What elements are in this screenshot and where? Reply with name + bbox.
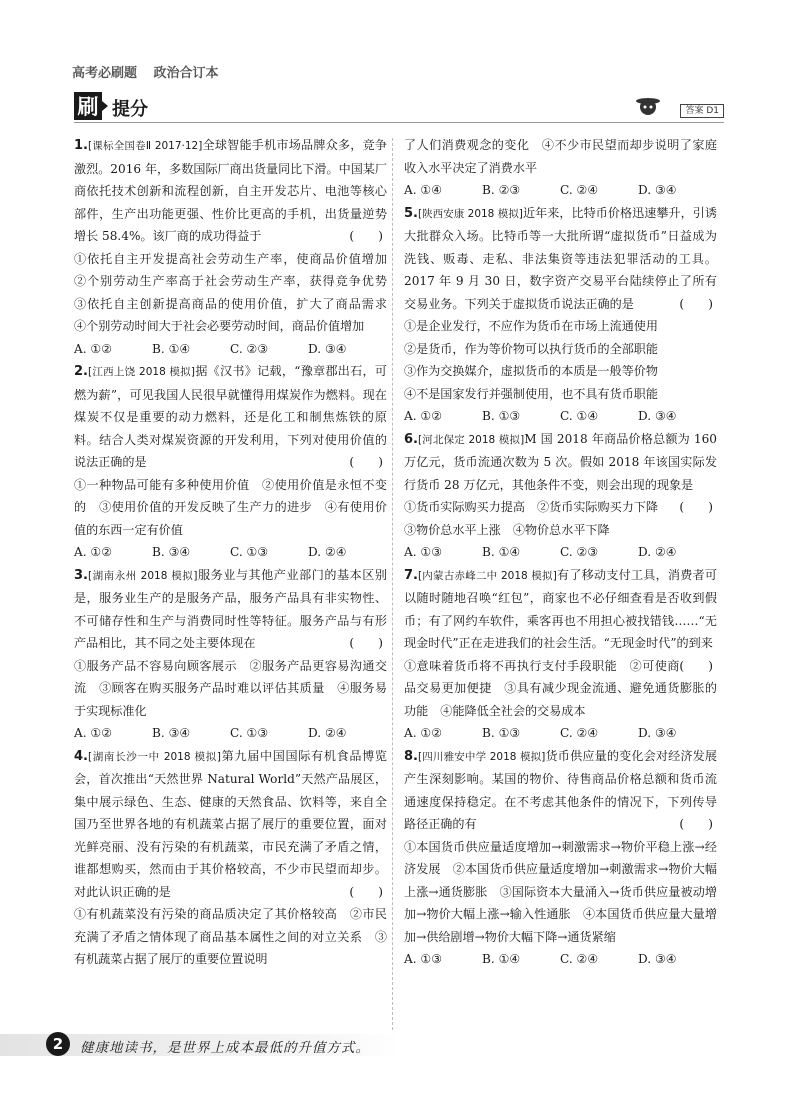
question-source: [湖南长沙一中 2018 模拟] [87,750,221,763]
answer-paren: ( ) [679,500,713,514]
choice-d: D. ③④ [638,409,677,423]
question-number: 1. [74,138,88,153]
choice-a: A. ①② [74,726,113,740]
footer-slogan: 健康地读书，是世界上成本最低的升值方式。 [80,1040,370,1056]
choice-b: B. ①③ [482,409,521,423]
question-7 [404,564,717,745]
running-header [72,62,219,81]
choice-d: D. ③④ [638,726,677,740]
answer-paren: ( ) [349,229,383,243]
answer-choices [404,179,717,202]
answer-paren: ( ) [349,455,383,469]
right-column [404,134,717,971]
question-stem: M 国 2018 年商品价格总额为 160 万亿元，货币流通次数为 5 次。假如 2018 年该国实际发行货币 28 万亿元，其他条件不变，则会出现的现象是 [404,431,718,492]
choice-d: D. ③④ [638,183,677,197]
question-number: 2. [74,364,88,379]
question-stem: 第九届中国国际有机食品博览会，首次推出“天然世界 Natural World”天然产品展区，集中展示绿色、生态、健康的天然食品、饮料等，来自全国乃至世界各地的有机蔬菜占据了展厅的重要位置，面对光鲜亮丽、没有污染的有机蔬菜，市民充满了矛盾之情，谁都想购买，然而由于其价格较高，不少市民望而却步。对此认识正确的是 [74,748,387,899]
mascot-icon [634,94,662,120]
choice-d: D. ②④ [308,545,347,559]
question-source: [四川雅安中学 2018 模拟] [417,750,546,763]
statement-2: ②是货币，作为等价物可以执行货币的全部职能 [404,341,658,356]
statement-4: ④不是国家发行并强制使用，也不具有货币职能 [404,386,658,401]
question-stem: 全球智能手机市场品牌众多，竞争激烈。2016 年，多数国际厂商出货量同比下滑。中国某厂商依托技术创新和流程创新，自主开发芯片、电池等核心部件，生产出功能更强、性价比更高的手机，出货量逆势增长 58.4%。该厂商的成功得益于 [74,138,387,243]
question-stem: 近年来，比特币价格迅速攀升，引诱大批群众入场。比特币等一大批所谓“虚拟货币”日益成为洗钱、贩毒、走私、非法集资等违法犯罪活动的工具。2017 年 9 月 30 日，数字资产交易平台陆续停止了所有交易业务。下列关于虚拟货币说法正确的是 [404,205,717,311]
choice-d: D. ③④ [308,341,347,356]
question-statements: ①依托自主开发提高社会劳动生产率，使商品价值增加 ②个别劳动生产率高于社会劳动生产率，获得竞争优势 ③依托自主创新提高商品的使用价值，扩大了商品需求 ④个别劳动时间大于社会必要劳动时间，商品价值增加 [74,251,400,333]
statement-3: ③作为交换媒介，虚拟货币的本质是一般等价物 [404,364,658,378]
choice-a: A. ①④ [404,183,443,197]
question-source: [陕西安康 2018 模拟] [417,207,523,220]
choice-b: B. ①④ [482,952,521,966]
choice-a: A. ①③ [404,952,443,966]
question-stem: 服务业与其他产业部门的基本区别是，服务业生产的是服务产品，服务产品具有非实物性、不可储存性和生产与消费同时性等特征。服务产品与有形产品相比，其不同之处主要体现在 [74,567,387,650]
question-source: [课标全国卷Ⅱ 2017·12] [87,140,203,152]
choice-c: C. ②④ [560,183,599,197]
choice-b: B. ①③ [482,726,521,740]
question-statements: ①服务产品不容易向顾客展示 ②服务产品更容易沟通交流 ③顾客在购买服务产品时难以评估其质量 ④服务易于实现标准化 [74,658,387,718]
answer-paren: ( ) [349,636,383,650]
question-source: [河北保定 2018 模拟] [417,433,525,446]
question-source: [江西上饶 2018 模拟] [87,366,196,378]
banner-rule [74,122,724,123]
statement-1: ①是企业发行，不应作为货币在市场上流通使用 [404,319,658,333]
answer-paren: ( ) [679,296,713,311]
choice-c: C. ②③ [560,545,599,559]
choice-c: C. ①④ [560,409,599,423]
question-source: [湖南永州 2018 模拟] [87,569,198,582]
question-statements: ①意味着货币将不再执行支付手段职能 ②可使商品交易更加便捷 ③具有减少现金流通、避免通货膨胀的功能 ④能降低全社会的交易成本 [404,658,717,718]
choice-c: C. ②④ [560,726,599,740]
question-number: 5. [404,205,418,221]
answer-reference: 答案 D1 [680,104,724,118]
question-statements: ①本国货币供应量适度增加→刺激需求→物价平稳上涨→经济发展 ②本国货币供应量适度增加→刺激需求→物价大幅上涨→通货膨胀 ③国际资本大量涌入→货币供应量被动增加→物价大幅上涨→输入性通胀 ④本国货币供应量大量增加→供给剧增→物价大幅下降→通货紧缩 [404,839,717,944]
answer-choices [404,722,717,745]
choice-c: C. ①③ [230,545,269,559]
page-number: 2 [46,1032,70,1056]
answer-choices [74,722,387,745]
choice-a: A. ①③ [404,545,443,559]
book-subject: 政治合订本 [153,66,219,81]
answer-choices [74,338,387,361]
choice-a: A. ①② [74,545,113,559]
question-number: 4. [74,748,88,764]
question-source: [内蒙古赤峰二中 2018 模拟] [417,569,557,582]
answer-paren: ( ) [349,884,383,899]
section-banner [74,92,724,122]
question-number: 8. [404,748,418,764]
question-8 [404,745,717,971]
question-6 [404,428,717,564]
answer-choices [404,948,717,971]
answer-choices [74,541,387,564]
question-number: 7. [404,567,418,583]
book-title: 高考必刷题 [72,66,138,81]
choice-b: B. ②③ [482,183,521,197]
statement-3-4: ③物价总水平上涨 ④物价总水平下降 [404,522,610,537]
choice-a: A. ①② [404,409,443,423]
question-number: 3. [74,567,88,583]
question-number: 6. [404,431,418,447]
answer-choices [404,405,717,428]
section-badge: 刷 [74,92,102,120]
choice-c: C. ①③ [230,726,269,740]
answer-paren: ( ) [679,658,713,673]
question-statements: ①一种物品可能有多种使用价值 ②使用价值是永恒不变的 ③使用价值的开发反映了生产力的进步 ④有使用价值的东西一定有价值 [74,477,387,537]
badge-arrow-icon [102,101,108,111]
question-2 [74,360,387,564]
question-stem: 货币供应量的变化会对经济发展产生深刻影响。某国的物价、待售商品价格总额和货币流通速度保持稳定。在不考虑其他条件的情况下，下列传导路径正确的有 [404,748,717,831]
question-statements: 了人们消费观念的变化 ④不少市民望而却步说明了家庭收入水平决定了消费水平 [404,138,717,175]
choice-d: D. ②④ [638,545,677,559]
choice-b: B. ①④ [482,545,521,559]
choice-b: B. ③④ [152,545,191,559]
statement-1-2: ①货币实际购买力提高 ②货币实际购买力下降 [404,500,658,514]
left-column [74,134,400,971]
answer-paren: ( ) [679,817,713,831]
column-divider [392,138,393,1030]
question-statements: ①有机蔬菜没有污染的商品质决定了其价格较高 ②市民充满了矛盾之情体现了商品基本属性之间的对立关系 ③有机蔬菜占据了展厅的重要位置说明 [74,907,387,966]
choice-c: C. ②③ [230,341,269,356]
question-stem: 有了移动支付工具，消费者可以随时随地召唤“红包”，商家也不必仔细查看是否收到假币；有了网约车软件，乘客再也不用担心被找错钱……“无现金时代”正在走进我们的社会生活。“无现金时代”的到来 [404,567,717,650]
question-4-continued [404,134,717,202]
answer-choices [404,541,717,564]
choice-d: D. ②④ [308,726,347,740]
section-label: 提分 [112,99,148,120]
choice-a: A. ①② [404,726,443,740]
choice-d: D. ③④ [638,952,677,966]
question-5 [404,202,717,428]
question-4 [74,745,387,971]
question-1 [74,134,400,360]
choice-a: A. ①② [74,341,113,356]
question-3 [74,564,387,745]
choice-b: B. ①④ [152,341,191,356]
choice-b: B. ③④ [152,726,191,740]
question-stem: 据《汉书》记载，“豫章郡出石，可燃为薪”，可见我国人民很早就懂得用煤炭作为燃料。现在煤炭不仅是重要的动力燃料，还是化工和制焦炼铁的原料。结合人类对煤炭资源的开发利用，下列对使用价值的说法正确的是 [74,364,388,469]
choice-c: C. ②④ [560,952,599,966]
